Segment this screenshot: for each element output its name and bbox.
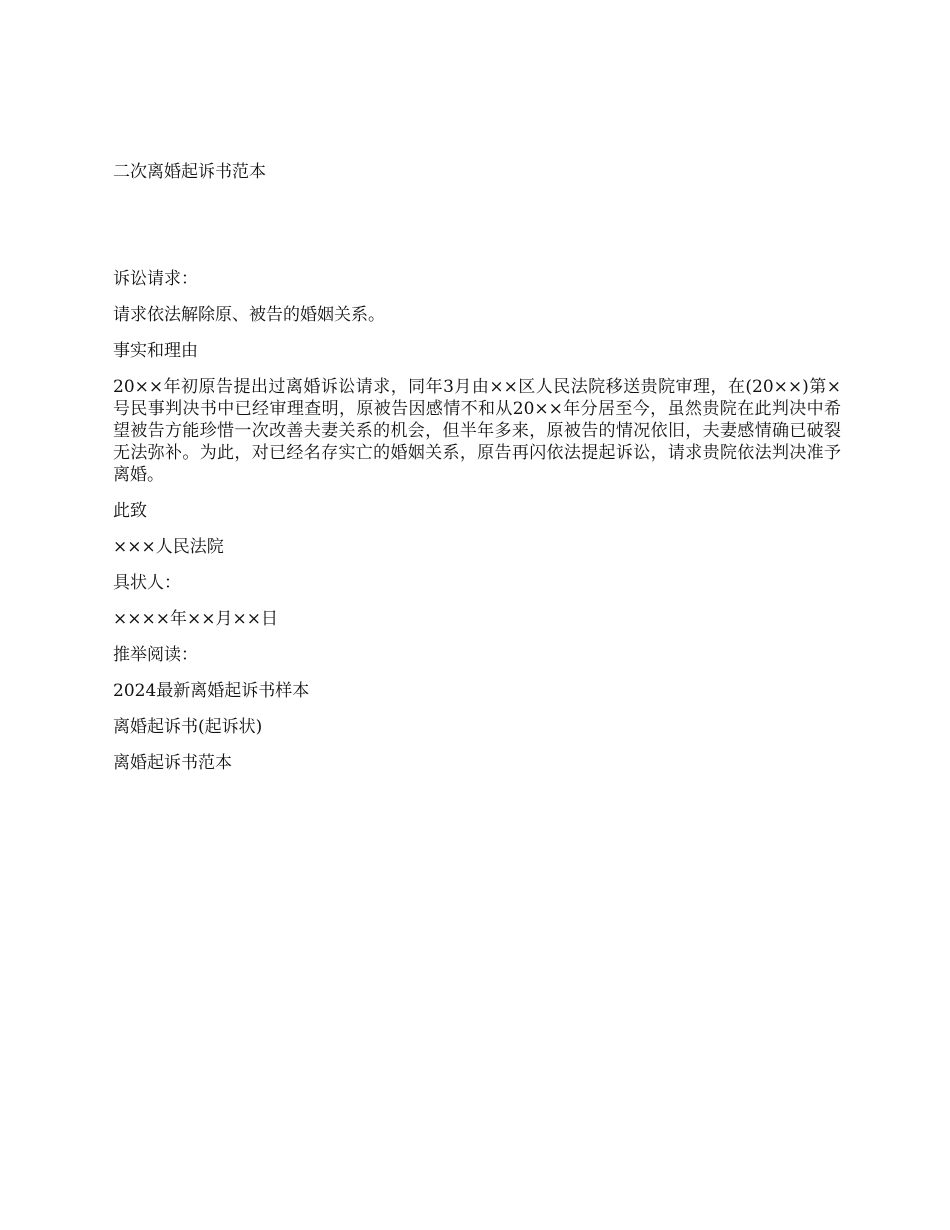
document-date: ××××年××月××日 <box>113 609 278 629</box>
document-title: 二次离婚起诉书范本 <box>113 162 266 182</box>
salutation: 此致 <box>113 501 147 521</box>
recommend-item: 离婚起诉书范本 <box>113 753 232 773</box>
facts-paragraph: 20××年初原告提出过离婚诉讼请求，同年3月由××区人民法院移送贵院审理，在(20××)第×号民事判决书中已经审理查明，原被告因感情不和从20××年分居至今，虽然贵院在此判决中希望被告方能珍惜一次改善夫妻关系的机会，但半年多来，原被告的情况依旧，夫妻感情确已破裂无法弥补。为此，对已经名存实亡的婚姻关系，原告再闪依法提起诉讼，请求贵院依法判决准予离婚。 <box>113 377 841 485</box>
claims-heading: 诉讼请求： <box>113 269 198 289</box>
recommend-item: 离婚起诉书(起诉状) <box>113 717 263 737</box>
court-name: ×××人民法院 <box>113 537 224 557</box>
document-body <box>113 268 841 788</box>
plaintiff-label: 具状人： <box>113 573 181 593</box>
claims-text: 请求依法解除原、被告的婚姻关系。 <box>113 305 385 325</box>
facts-heading: 事实和理由 <box>113 341 198 361</box>
recommend-heading: 推举阅读： <box>113 645 198 665</box>
recommend-item: 2024最新离婚起诉书样本 <box>113 681 310 701</box>
